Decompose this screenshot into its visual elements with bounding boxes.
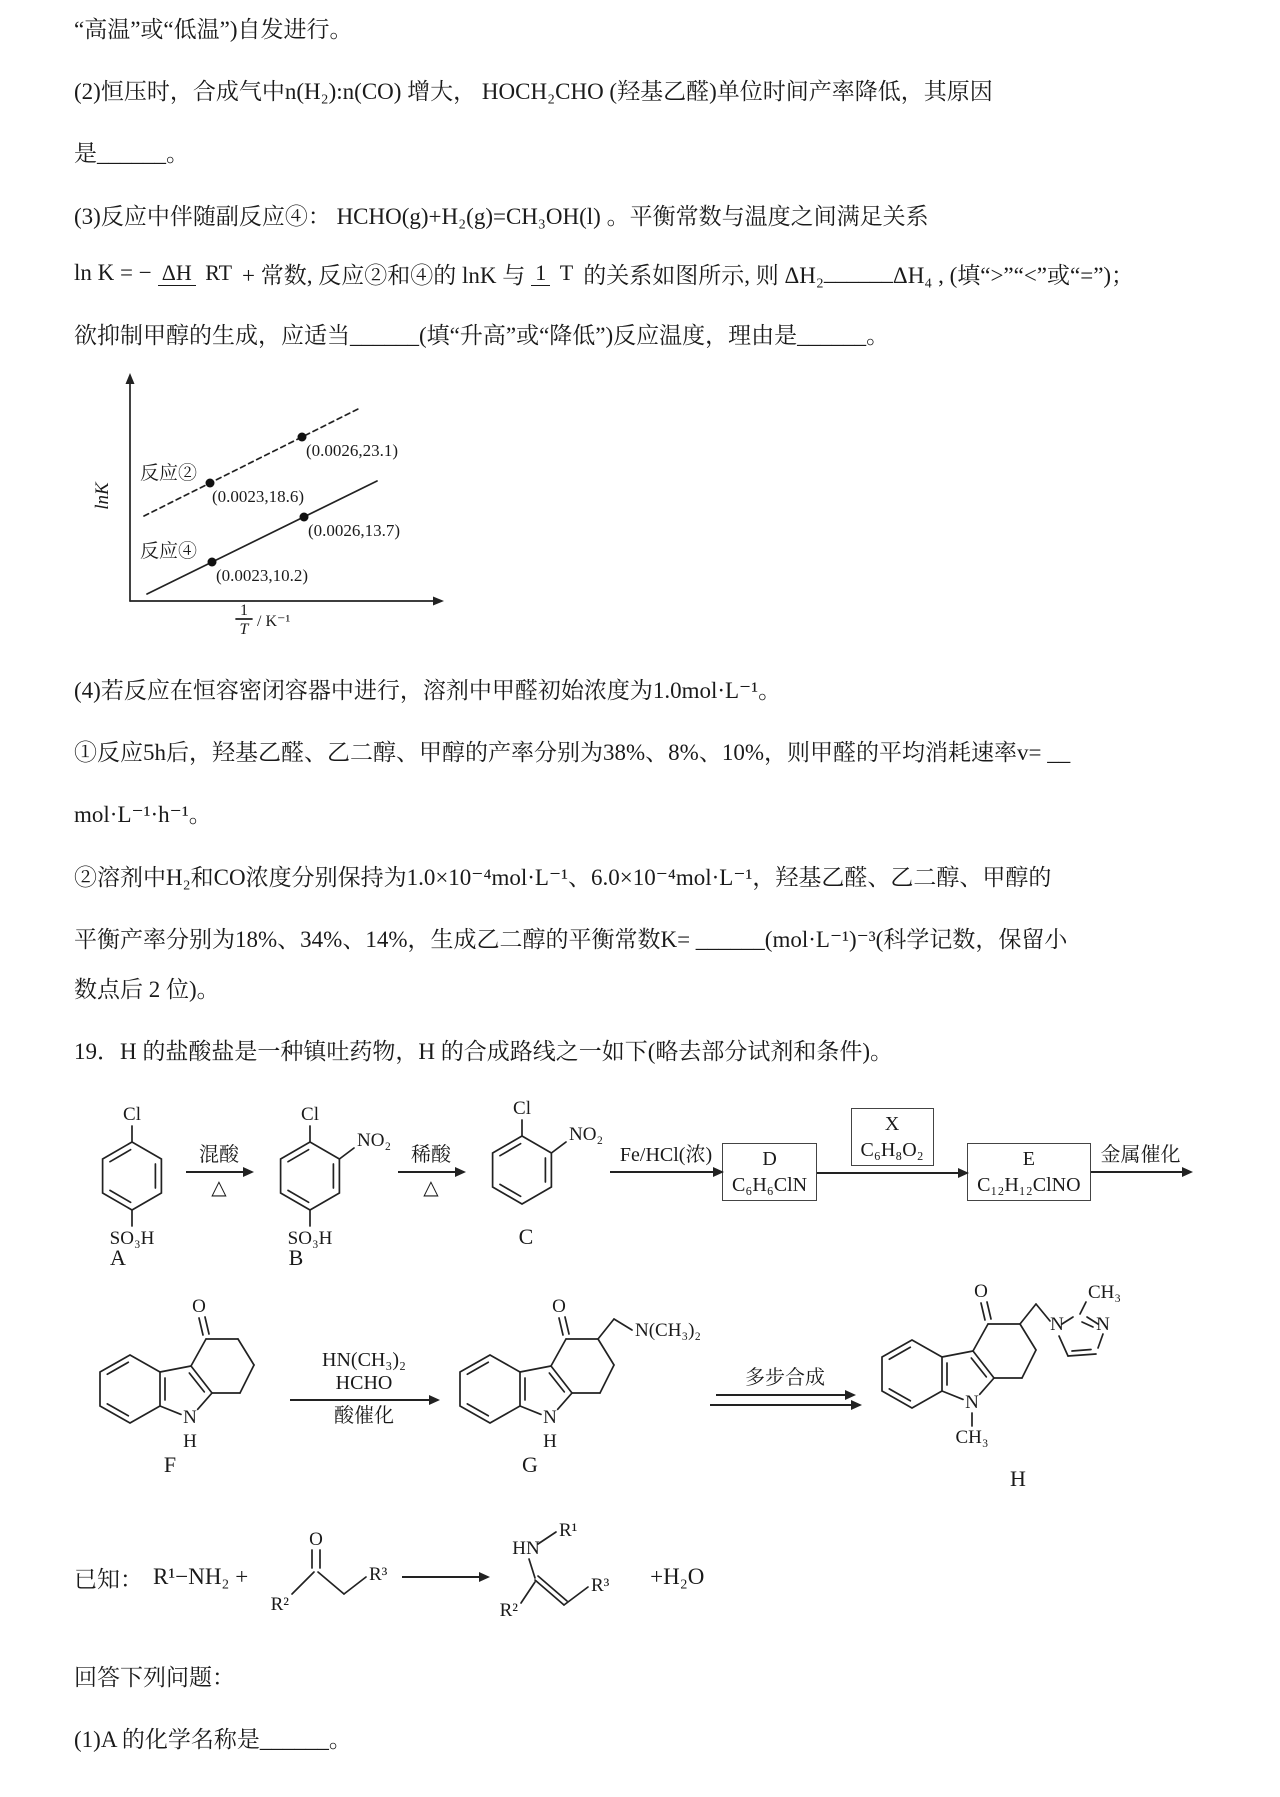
synthesis-route-row-1	[74, 1076, 1218, 1268]
reaction-arrow-mannich	[290, 1349, 438, 1428]
x-axis-label-numerator: 1	[240, 601, 248, 619]
fraction-denominator: RT	[205, 260, 233, 286]
x-axis-arrowhead	[433, 596, 444, 605]
compound-e-letter: E	[1022, 1148, 1035, 1171]
synthesis-route-row-2	[78, 1284, 1218, 1492]
compound-label-h: H	[1010, 1466, 1026, 1492]
fraction-numerator: 1	[531, 260, 550, 286]
text-line-11: 平衡产率分别为18%、34%、14%，生成乙二醇的平衡常数K= ______(mol·L⁻¹)⁻³(科学记数，保留小	[74, 926, 1068, 952]
arrow-shaft	[817, 1172, 967, 1174]
fraction-dH-RT	[158, 260, 236, 286]
question-19-heading: 19．H 的盐酸盐是一种镇吐药物，H 的合成路线之一如下(略去部分试剂和条件)。	[74, 1039, 894, 1065]
point-label: (0.0026,13.7)	[308, 520, 401, 540]
arrow-shaft-top	[716, 1394, 854, 1396]
eq-middle-1: + 常数, 反应②和④的 lnK 与	[242, 262, 526, 288]
arrow-shaft	[290, 1399, 438, 1401]
arrow-shaft	[1091, 1171, 1191, 1173]
condition-above: 多步合成	[745, 1366, 825, 1389]
atom-label-o: O	[974, 1284, 988, 1303]
reagent-above: 稀酸	[411, 1144, 451, 1167]
reaction-arrow-fe-hcl	[610, 1144, 722, 1201]
structure-f	[78, 1299, 290, 1477]
compound-e-box	[967, 1143, 1090, 1201]
text-line-4: (3)反应中伴随副反应④： HCHO(g)+H₂(g)=CH₃OH(l) 。平衡常数与温度之间满足关系	[74, 203, 929, 229]
x-axis-label-unit: / K⁻¹	[257, 612, 291, 630]
arrow-shaft-bottom	[710, 1404, 860, 1406]
water-byproduct: +H₂O	[650, 1564, 705, 1590]
atom-label-cl: Cl	[123, 1104, 141, 1126]
compound-x-box	[851, 1108, 934, 1166]
equation-line	[74, 257, 1218, 290]
group-label-r2: R²	[270, 1594, 290, 1616]
atom-label-cl: Cl	[301, 1104, 319, 1126]
text-line-6: 欲抑制甲醇的生成，应适当______(填“升高”或“降低”)反应温度，理由是______。	[74, 322, 890, 348]
atom-label-o: O	[552, 1299, 566, 1318]
text-line-2: (2)恒压时，合成气中n(H₂):n(CO) 增大， HOCH₂CHO (羟基乙醛)单位时间产率降低，其原因	[74, 79, 993, 105]
imidazole-2-methyl-label: CH₃	[1088, 1284, 1122, 1304]
structure-b	[252, 1076, 398, 1268]
atom-label-n: N	[543, 1407, 557, 1429]
y-axis-label: lnK	[92, 482, 113, 510]
point-label: (0.0023,10.2)	[216, 565, 309, 585]
atom-label-no2: NO₂	[569, 1124, 604, 1146]
fraction-numerator: ΔH	[158, 260, 196, 286]
point-label: (0.0023,18.6)	[212, 486, 305, 506]
compound-d-formula: C₆H₆ClN	[732, 1174, 808, 1197]
atom-label-so3h: SO₃H	[287, 1228, 333, 1250]
atom-label-h: H	[183, 1431, 197, 1453]
substituent-label-n-methyl: CH₃	[955, 1427, 989, 1449]
group-label-r3: R³	[591, 1575, 610, 1597]
amine-formula: R¹−NH₂ +	[153, 1564, 249, 1590]
text-line-12: 数点后 2 位)。	[74, 976, 220, 1002]
enamine-product-structure	[494, 1522, 646, 1632]
atom-label-h: H	[543, 1431, 557, 1453]
answer-section-heading: 回答下列问题：	[74, 1665, 235, 1691]
compound-label-b: B	[288, 1245, 304, 1269]
reaction-arrow-known	[402, 1572, 488, 1582]
text-line-3-blank: 是______。	[74, 141, 189, 167]
compound-label-a: A	[110, 1245, 126, 1269]
atom-label-hn: HN	[512, 1538, 540, 1560]
compound-label-c: C	[518, 1224, 534, 1250]
text-line-8: ①反应5h后，羟基乙醛、乙二醇、甲醇的产率分别为38%、8%、10%，则甲醛的平均消耗速率v= __	[74, 740, 1071, 766]
eq-blank: ______	[823, 260, 893, 286]
ketone-structure	[258, 1530, 396, 1624]
structure-a	[74, 1076, 186, 1268]
reaction-arrow-mixed-acid	[186, 1144, 252, 1200]
reagent-above-2: HCHO	[335, 1371, 393, 1394]
compound-label-g: G	[522, 1452, 538, 1478]
reaction-arrow-metal-catalysis	[1091, 1144, 1191, 1201]
series-reaction-4-label: 反应④	[140, 540, 198, 562]
atom-label-o: O	[192, 1299, 206, 1318]
fraction-1-T	[531, 260, 577, 286]
eq-suffix: ΔH₄ , (填“>”“<”或“=”)；	[892, 262, 1135, 288]
y-axis-arrowhead	[126, 373, 135, 384]
reaction-arrow-dilute-acid	[398, 1144, 464, 1200]
fraction-denominator: T	[559, 260, 574, 286]
known-prefix: 已知：	[74, 1566, 143, 1592]
group-label-r3: R³	[369, 1564, 388, 1586]
structure-h	[860, 1284, 1152, 1492]
reagent-above: 混酸	[199, 1144, 239, 1167]
atom-label-no2: NO₂	[357, 1130, 392, 1152]
compound-x-letter: X	[884, 1113, 900, 1136]
atom-label-cl: Cl	[513, 1098, 531, 1120]
series-reaction-2-label: 反应②	[140, 462, 198, 484]
compound-x-formula: C₆H₈O₂	[860, 1139, 924, 1162]
text-line-9: mol·L⁻¹·h⁻¹。	[74, 802, 212, 828]
atom-label-o: O	[309, 1530, 324, 1551]
atom-label-n: N	[183, 1407, 197, 1429]
condition-below: △	[211, 1177, 227, 1200]
arrow-shaft	[398, 1171, 464, 1173]
x-axis-label-denominator: T	[239, 620, 249, 638]
text-line-1: “高温”或“低温”)自发进行。	[74, 17, 353, 42]
compound-d-box	[722, 1143, 817, 1201]
atom-label-n: N	[965, 1392, 979, 1414]
compound-label-f: F	[163, 1452, 177, 1478]
condition-below: △	[423, 1177, 439, 1200]
substituent-label-dimethylamino: N(CH₃)₂	[635, 1320, 702, 1342]
structure-g	[438, 1299, 710, 1477]
condition-below: 酸催化	[334, 1404, 394, 1427]
reagent-above-1: HN(CH₃)₂	[322, 1348, 406, 1371]
group-label-r1: R¹	[559, 1522, 578, 1542]
group-label-r2: R²	[499, 1600, 519, 1622]
arrow-shaft	[186, 1171, 252, 1173]
reagent-above: Fe/HCl(浓)	[619, 1143, 713, 1166]
graph-canvas	[92, 366, 462, 640]
atom-label-so3h: SO₃H	[109, 1228, 155, 1250]
reaction-arrow-multistep	[710, 1367, 860, 1410]
known-reaction-row	[74, 1522, 1218, 1632]
reaction-arrow-with-x	[817, 1108, 967, 1236]
point-label: (0.0026,23.1)	[306, 440, 399, 460]
compound-e-formula: C₁₂H₁₂ClNO	[977, 1174, 1081, 1197]
arrow-shaft	[610, 1171, 722, 1173]
imidazole-n3-label: N	[1096, 1314, 1110, 1336]
eq-prefix: ln K = −	[74, 260, 152, 286]
imidazole-n1-label: N	[1050, 1314, 1064, 1336]
arrow-shaft	[402, 1576, 488, 1578]
structure-c	[464, 1092, 610, 1252]
lnk-vs-1overT-graph	[92, 366, 1218, 645]
question-1: (1)A 的化学名称是______。	[74, 1727, 352, 1753]
text-line-10: ②溶剂中H₂和CO浓度分别保持为1.0×10⁻⁴mol·L⁻¹、6.0×10⁻⁴mol·L⁻¹，羟基乙醛、乙二醇、甲醇的	[74, 864, 1052, 890]
condition-above: 金属催化	[1100, 1143, 1181, 1166]
text-line-7: (4)若反应在恒容密闭容器中进行，溶剂中甲醛初始浓度为1.0mol·L⁻¹。	[74, 677, 782, 703]
compound-d-letter: D	[762, 1148, 777, 1171]
eq-middle-2: 的关系如图所示, 则 ΔH₂	[583, 262, 824, 288]
